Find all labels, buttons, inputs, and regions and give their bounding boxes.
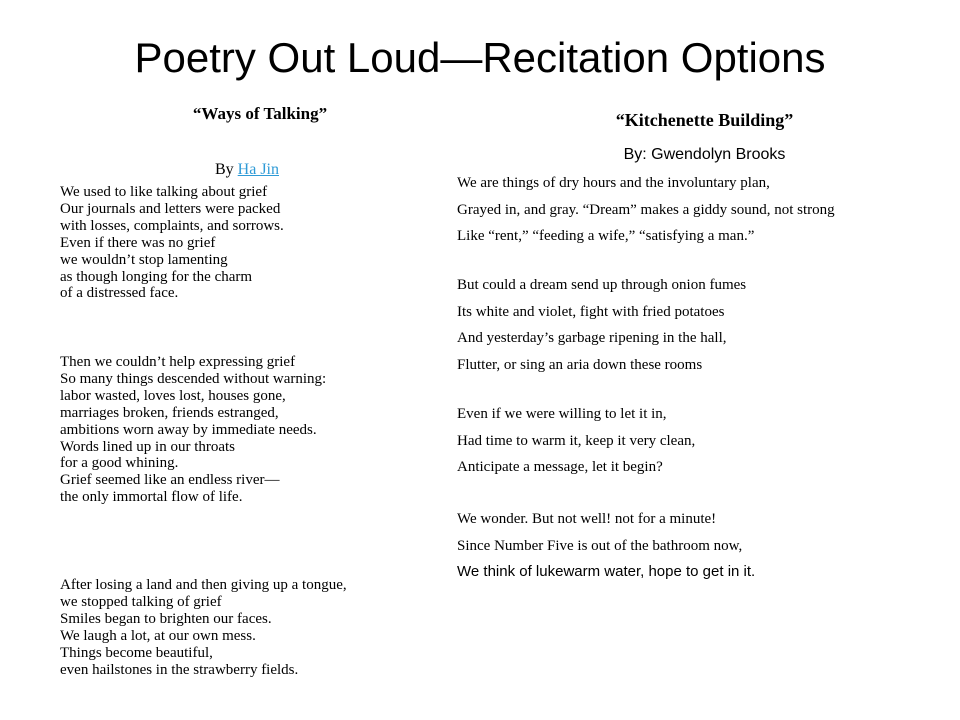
- poem-line: we wouldn’t stop lamenting: [60, 251, 228, 268]
- poem-line: But could a dream send up through onion fumes: [457, 277, 747, 293]
- stanza-1: [457, 170, 835, 250]
- stanza-1: [60, 184, 284, 302]
- poem-line: Even if there was no grief: [60, 234, 216, 251]
- poem-line: labor wasted, loves lost, houses gone,: [60, 387, 286, 404]
- poem-line: We laugh a lot, at our own mess.: [60, 627, 256, 644]
- poem-line: Grayed in, and gray. “Dream” makes a giddy sound, not strong: [457, 201, 835, 218]
- poem-line: marriages broken, friends estranged,: [60, 404, 279, 421]
- poem-line: the only immortal flow of life.: [60, 489, 243, 506]
- byline-prefix: By: [215, 161, 238, 178]
- slide-title: Poetry Out Loud—Recitation Options: [134, 34, 826, 81]
- author-link[interactable]: Ha Jin: [237, 161, 279, 178]
- poem-line: as though longing for the charm: [60, 268, 253, 285]
- poem-line: Flutter, or sing an aria down these rooms: [457, 356, 703, 373]
- poem-line: We used to like talking about grief: [60, 184, 268, 200]
- poem-byline: By: Gwendolyn Brooks: [623, 146, 786, 163]
- poem-line: Like “rent,” “feeding a wife,” “satisfying a man.”: [457, 228, 755, 244]
- poem-line: Then we couldn’t help expressing grief: [60, 354, 296, 370]
- poem-line: And yesterday’s garbage ripening in the hall,: [457, 330, 727, 346]
- poem-title: “Kitchenette Building”: [615, 110, 794, 130]
- poem-line: We think of lukewarm water, hope to get in it.: [457, 563, 756, 580]
- poem-line: Even if we were willing to let it in,: [457, 406, 667, 422]
- poem-line: we stopped talking of grief: [60, 593, 222, 610]
- poem-line: Its white and violet, fight with fried potatoes: [457, 303, 725, 320]
- poem-line: with losses, complaints, and sorrows.: [60, 217, 284, 234]
- poem-line: Words lined up in our throats: [60, 438, 236, 455]
- stanza-2: [457, 272, 746, 378]
- poem-line: of a distressed face.: [60, 285, 179, 302]
- poem-line: ambitions worn away by immediate needs.: [60, 421, 317, 438]
- poem-line: even hailstones in the strawberry fields.: [60, 661, 299, 678]
- poem-line: Smiles began to brighten our faces.: [60, 610, 272, 627]
- stanza-3: [60, 577, 347, 678]
- poem-byline: [215, 161, 279, 179]
- poem-line: So many things descended without warning:: [60, 370, 327, 387]
- stanza-4: [457, 506, 755, 586]
- stanza-3: [457, 401, 695, 481]
- poem-line: for a good whining.: [60, 455, 179, 472]
- poem-line: After losing a land and then giving up a tongue,: [60, 577, 347, 593]
- poem-line: Things become beautiful,: [60, 644, 213, 661]
- poem-title: “Ways of Talking”: [192, 104, 328, 123]
- poem-line: We wonder. But not well! not for a minute!: [457, 511, 717, 527]
- poem-line: Our journals and letters were packed: [60, 200, 281, 217]
- poem-line: We are things of dry hours and the involuntary plan,: [457, 175, 770, 191]
- poem-line: Since Number Five is out of the bathroom now,: [457, 537, 743, 554]
- poem-line: Grief seemed like an endless river—: [60, 472, 280, 489]
- stanza-2: [60, 354, 326, 506]
- poem-line: Anticipate a message, let it begin?: [457, 459, 663, 475]
- poem-line: Had time to warm it, keep it very clean,: [457, 432, 696, 449]
